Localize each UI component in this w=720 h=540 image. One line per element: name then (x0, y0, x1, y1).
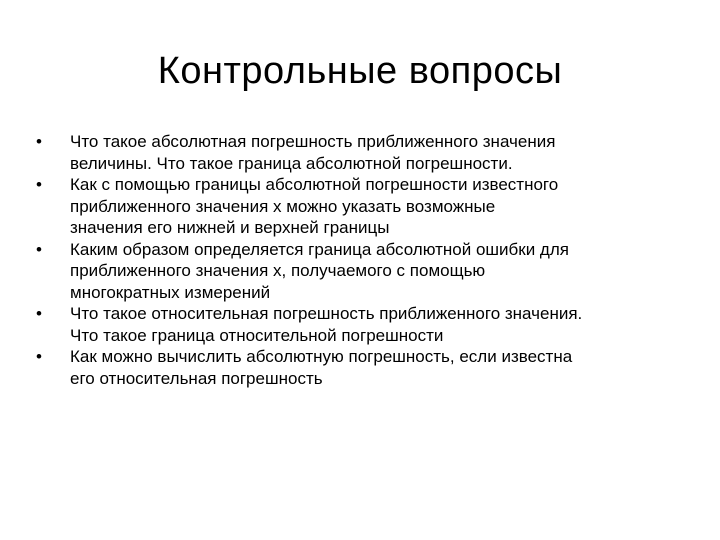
bullet-marker: • (36, 347, 42, 366)
bullet-item (36, 346, 696, 389)
bullet-item (36, 131, 696, 174)
bullet-item (36, 174, 696, 239)
bullet-marker: • (36, 175, 42, 194)
bullet-list (36, 131, 696, 389)
slide-title: Контрольные вопросы (157, 50, 563, 92)
bullet-text-line: Что такое абсолютная погрешность приближенного значения (70, 132, 556, 151)
bullet-text-line: величины. Что такое граница абсолютной погрешности. (70, 153, 513, 173)
bullet-text-line: Как с помощью границы абсолютной погрешности известного (70, 175, 559, 194)
bullet-marker: • (36, 239, 42, 259)
bullet-text-line: многократных измерений (70, 282, 271, 302)
bullet-item (36, 303, 696, 346)
bullet-marker: • (36, 304, 42, 323)
bullet-text-line: Как можно вычислить абсолютную погрешность, если известна (70, 347, 573, 366)
bullet-text-line: приближенного значения х, получаемого с помощью (70, 261, 486, 280)
bullet-text-line: значения его нижней и верхней границы (70, 218, 390, 237)
bullet-text-line: Что такое относительная погрешность приближенного значения. (70, 304, 583, 323)
bullet-text-line: приближенного значения х можно указать возможные (70, 196, 496, 216)
bullet-item (36, 239, 696, 304)
bullet-text-line: его относительная погрешность (70, 368, 323, 388)
bullet-text-line: Каким образом определяется граница абсолютной ошибки для (70, 239, 569, 259)
bullet-text-line: Что такое граница относительной погрешности (70, 325, 444, 345)
bullet-marker: • (36, 132, 42, 151)
